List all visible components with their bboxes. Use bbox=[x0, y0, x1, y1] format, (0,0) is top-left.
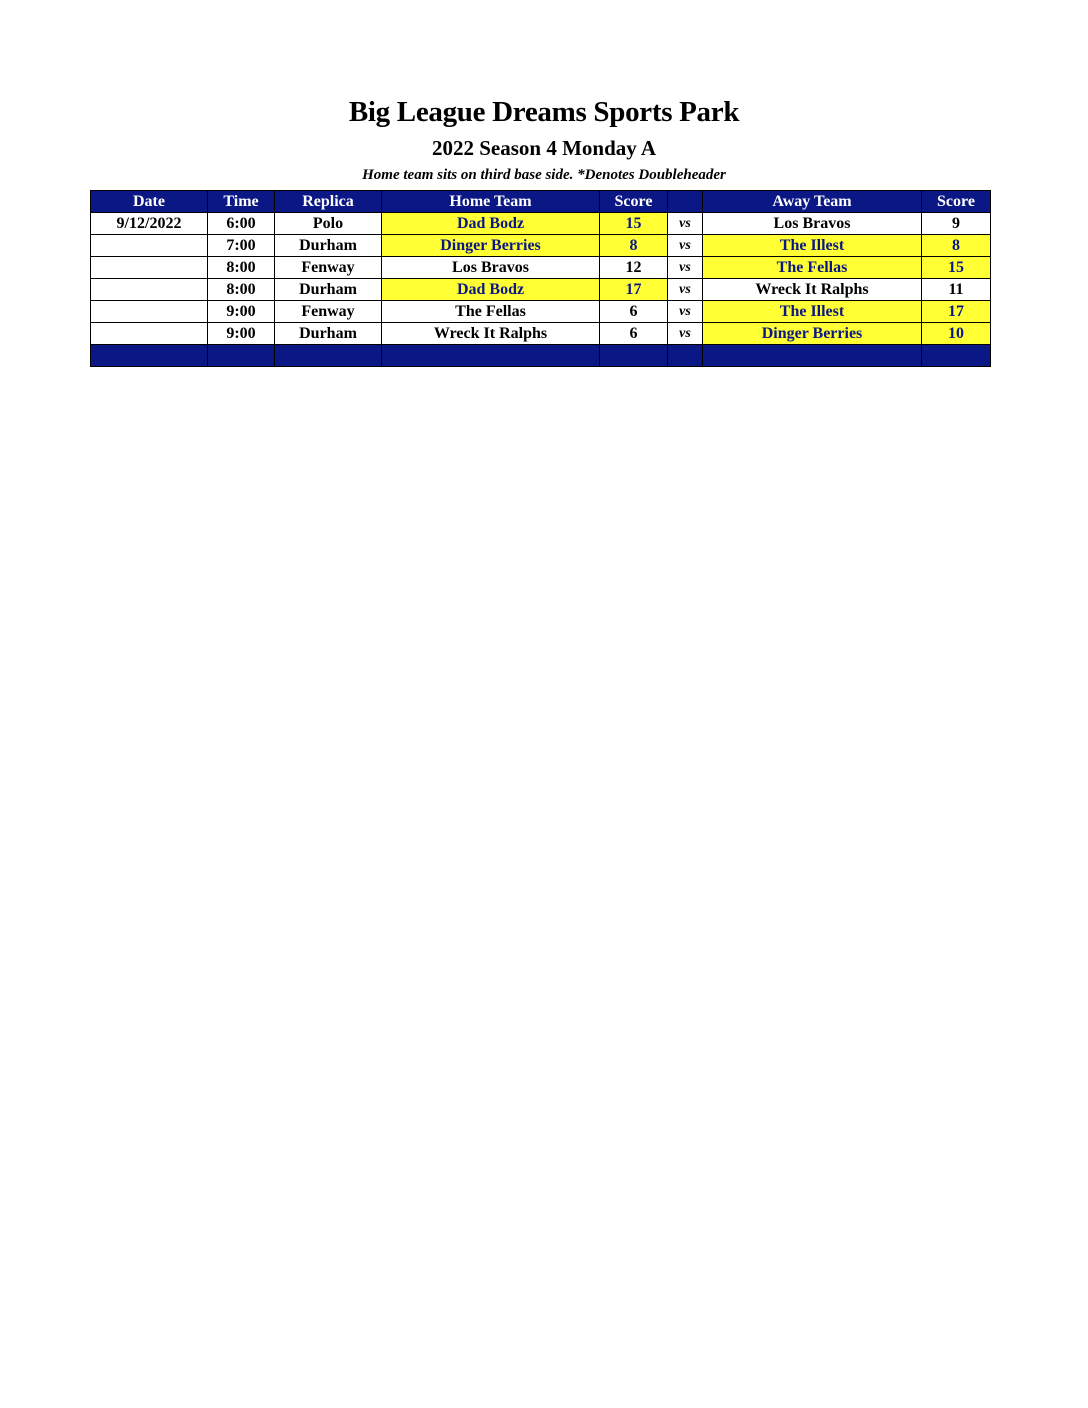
date-cell bbox=[91, 301, 208, 323]
vs-cell: vs bbox=[668, 301, 703, 323]
schedule-note: Home team sits on third base side. *Denotes Doubleheader bbox=[362, 167, 726, 183]
time-cell: 6:00 bbox=[208, 213, 275, 235]
home-team-cell: Dad Bodz bbox=[382, 213, 600, 235]
home-team-cell: Dad Bodz bbox=[382, 279, 600, 301]
footer-cell bbox=[208, 345, 275, 367]
time-cell: 9:00 bbox=[208, 301, 275, 323]
vs-cell: vs bbox=[668, 213, 703, 235]
table-row bbox=[91, 235, 991, 257]
date-cell bbox=[91, 235, 208, 257]
time-cell: 8:00 bbox=[208, 257, 275, 279]
footer-cell bbox=[922, 345, 991, 367]
time-cell: 8:00 bbox=[208, 279, 275, 301]
footer-cell bbox=[91, 345, 208, 367]
home-score-cell: 6 bbox=[600, 323, 668, 345]
date-cell: 9/12/2022 bbox=[91, 213, 208, 235]
away-team-cell: The Fellas bbox=[703, 257, 922, 279]
column-header-replica: Replica bbox=[275, 191, 382, 213]
away-team-cell: Wreck It Ralphs bbox=[703, 279, 922, 301]
replica-cell: Fenway bbox=[275, 301, 382, 323]
schedule-body bbox=[91, 213, 991, 345]
away-score-cell: 17 bbox=[922, 301, 991, 323]
page-title: Big League Dreams Sports Park bbox=[348, 96, 740, 128]
home-score-cell: 12 bbox=[600, 257, 668, 279]
schedule-table bbox=[90, 190, 991, 367]
vs-cell: vs bbox=[668, 257, 703, 279]
column-header-away-team: Away Team bbox=[703, 191, 922, 213]
date-cell bbox=[91, 323, 208, 345]
footer-cell bbox=[382, 345, 600, 367]
away-score-cell: 11 bbox=[922, 279, 991, 301]
home-team-cell: The Fellas bbox=[382, 301, 600, 323]
table-footer-row bbox=[91, 345, 991, 367]
replica-cell: Durham bbox=[275, 235, 382, 257]
column-header-home-team: Home Team bbox=[382, 191, 600, 213]
away-score-cell: 8 bbox=[922, 235, 991, 257]
table-row bbox=[91, 323, 991, 345]
replica-cell: Fenway bbox=[275, 257, 382, 279]
footer-cell bbox=[275, 345, 382, 367]
table-row bbox=[91, 279, 991, 301]
table-row bbox=[91, 301, 991, 323]
table-row bbox=[91, 257, 991, 279]
away-team-cell: The Illest bbox=[703, 235, 922, 257]
home-team-cell: Dinger Berries bbox=[382, 235, 600, 257]
home-score-cell: 8 bbox=[600, 235, 668, 257]
table-row bbox=[91, 213, 991, 235]
home-score-cell: 6 bbox=[600, 301, 668, 323]
table-header-row bbox=[91, 191, 991, 213]
away-team-cell: Los Bravos bbox=[703, 213, 922, 235]
home-score-cell: 15 bbox=[600, 213, 668, 235]
away-score-cell: 10 bbox=[922, 323, 991, 345]
away-team-cell: The Illest bbox=[703, 301, 922, 323]
footer-cell bbox=[668, 345, 703, 367]
away-score-cell: 9 bbox=[922, 213, 991, 235]
replica-cell: Durham bbox=[275, 323, 382, 345]
vs-cell: vs bbox=[668, 323, 703, 345]
home-team-cell: Los Bravos bbox=[382, 257, 600, 279]
column-header-date: Date bbox=[91, 191, 208, 213]
home-score-cell: 17 bbox=[600, 279, 668, 301]
vs-cell: vs bbox=[668, 235, 703, 257]
replica-cell: Durham bbox=[275, 279, 382, 301]
column-header-time: Time bbox=[208, 191, 275, 213]
time-cell: 9:00 bbox=[208, 323, 275, 345]
time-cell: 7:00 bbox=[208, 235, 275, 257]
home-team-cell: Wreck It Ralphs bbox=[382, 323, 600, 345]
date-cell bbox=[91, 257, 208, 279]
footer-cell bbox=[600, 345, 668, 367]
away-score-cell: 15 bbox=[922, 257, 991, 279]
page-subtitle: 2022 Season 4 Monday A bbox=[431, 136, 657, 160]
column-header-vs bbox=[668, 191, 703, 213]
away-team-cell: Dinger Berries bbox=[703, 323, 922, 345]
date-cell bbox=[91, 279, 208, 301]
replica-cell: Polo bbox=[275, 213, 382, 235]
column-header-away-score: Score bbox=[922, 191, 991, 213]
column-header-home-score: Score bbox=[600, 191, 668, 213]
vs-cell: vs bbox=[668, 279, 703, 301]
footer-cell bbox=[703, 345, 922, 367]
